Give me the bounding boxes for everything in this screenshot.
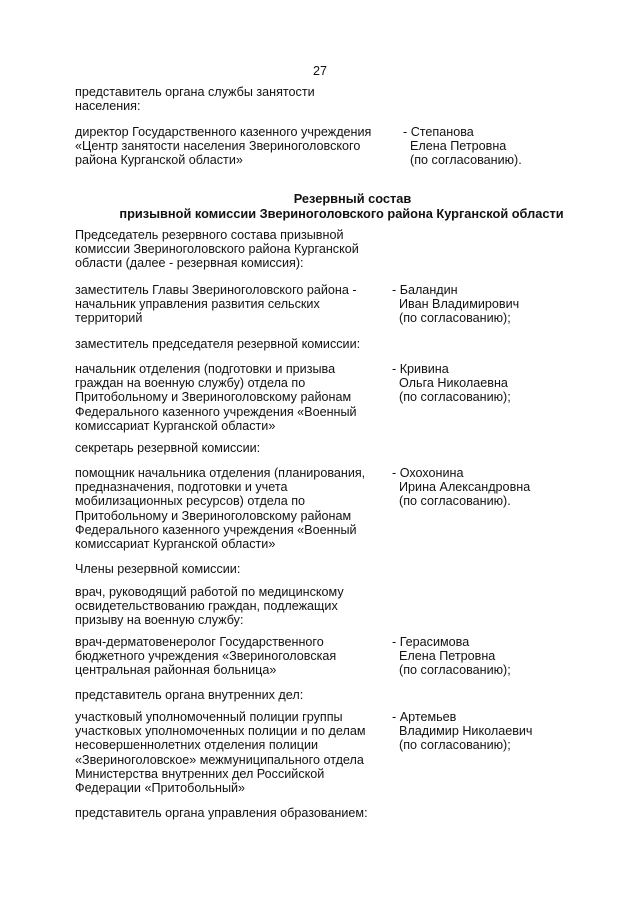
heading-line-1: Резервный состав — [293, 191, 412, 206]
text-line: Федерального казенного учреждения «Военный — [75, 522, 357, 537]
person-note: (по согласованию); — [399, 663, 511, 678]
text-line: начальник управления развития сельских — [75, 297, 320, 312]
text-line: населения: — [75, 99, 141, 114]
person-name: Ирина Александровна — [399, 480, 531, 495]
position-employment-director — [75, 125, 385, 168]
person-surname: - Кривина — [392, 362, 449, 376]
text-line: мобилизационных ресурсов) отдела по — [75, 494, 306, 509]
text-line: Притобольному и Звериноголовскому районам — [75, 508, 352, 523]
position-recruitment-chief — [75, 362, 385, 433]
text-line: «Центр занятости населения Звериноголовского — [75, 139, 361, 154]
person-note: (по согласованию); — [399, 311, 511, 326]
role-members — [75, 562, 385, 576]
text-line: врач, руководящий работой по медицинскому — [75, 585, 344, 599]
role-secretary — [75, 441, 385, 455]
role-medical-lead — [75, 585, 385, 628]
text-line: освидетельствованию граждан, подлежащих — [75, 599, 338, 614]
position-police-officer — [75, 710, 385, 795]
text-line: врач-дерматовенеролог Государственного — [75, 635, 324, 649]
person-name: Елена Петровна — [410, 139, 507, 154]
text-line: комиссариат Курганской области» — [75, 418, 276, 433]
position-deputy-head — [75, 283, 385, 326]
person-note: (по согласованию). — [399, 494, 511, 509]
person-note: (по согласованию); — [399, 738, 511, 753]
text-line: Федерального казенного учреждения «Военный — [75, 404, 357, 419]
person-surname: - Баландин — [392, 283, 458, 297]
heading-line-2: призывной комиссии Звериноголовского района Курганской области — [119, 206, 564, 221]
text-line: территорий — [75, 311, 143, 326]
role-education — [75, 806, 385, 820]
text-line: призыву на военную службу: — [75, 613, 244, 628]
text-line: заместитель Главы Звериноголовского района - — [75, 283, 357, 297]
text-line: заместитель председателя резервной комиссии: — [75, 337, 361, 351]
person-name: Владимир Николаевич — [399, 724, 533, 739]
text-line: секретарь резервной комиссии: — [75, 441, 261, 455]
text-line: предназначения, подготовки и учета — [75, 480, 288, 495]
position-dermatologist — [75, 635, 385, 678]
person-name: Елена Петровна — [399, 649, 496, 664]
person-name: Ольга Николаевна — [399, 376, 508, 391]
text-line: комиссариат Курганской области» — [75, 537, 276, 552]
person-okhokhonina — [392, 466, 552, 509]
text-line: помощник начальника отделения (планирования, — [75, 466, 366, 480]
text-line: представитель органа управления образованием: — [75, 806, 368, 820]
text-line: участковых уполномоченных полиции и по делам — [75, 724, 366, 739]
text-line: «Звериноголовское» межмуниципального отдела — [75, 752, 364, 767]
person-gerasimova — [392, 635, 552, 678]
text-line: Председатель резервного состава призывной — [75, 228, 344, 242]
text-line: начальник отделения (подготовки и призыва — [75, 362, 336, 376]
person-artemyev — [392, 710, 552, 753]
text-line: Федерации «Притобольный» — [75, 781, 246, 796]
text-line: района Курганской области» — [75, 153, 243, 168]
text-line: представитель органа внутренних дел: — [75, 688, 304, 702]
text-line: бюджетного учреждения «Звериноголовская — [75, 649, 337, 664]
position-assistant-chief — [75, 466, 385, 551]
person-surname: - Артемьев — [392, 710, 457, 724]
text-line: центральная районная больница» — [75, 663, 277, 678]
person-stepanova — [403, 125, 563, 168]
text-line: области (далее - резервная комиссия): — [75, 256, 304, 271]
role-internal-affairs — [75, 688, 385, 702]
person-note: (по согласованию); — [399, 390, 511, 405]
text-line: Министерства внутренних дел Российской — [75, 766, 325, 781]
person-krivina — [392, 362, 552, 405]
text-line: Притобольному и Звериноголовскому районам — [75, 390, 352, 405]
person-note: (по согласованию). — [410, 153, 522, 168]
text-line: комиссии Звериноголовского района Курганской — [75, 242, 359, 257]
text-line: участковый уполномоченный полиции группы — [75, 710, 343, 724]
person-name: Иван Владимирович — [399, 297, 520, 312]
page-number: 27 — [312, 64, 327, 78]
person-surname: - Герасимова — [392, 635, 470, 649]
text-line: граждан на военную службу) отдела по — [75, 376, 306, 391]
person-balandin — [392, 283, 552, 326]
text-line: представитель органа службы занятости — [75, 85, 315, 99]
role-deputy-chair — [75, 337, 385, 351]
intro-text — [75, 228, 385, 271]
person-surname: - Степанова — [403, 125, 474, 139]
text-line: несовершеннолетних отделения полиции — [75, 738, 319, 753]
person-surname: - Охохонина — [392, 466, 464, 480]
role-employment-service — [75, 85, 385, 113]
text-line: Члены резервной комиссии: — [75, 562, 241, 576]
text-line: директор Государственного казенного учреждения — [75, 125, 372, 139]
